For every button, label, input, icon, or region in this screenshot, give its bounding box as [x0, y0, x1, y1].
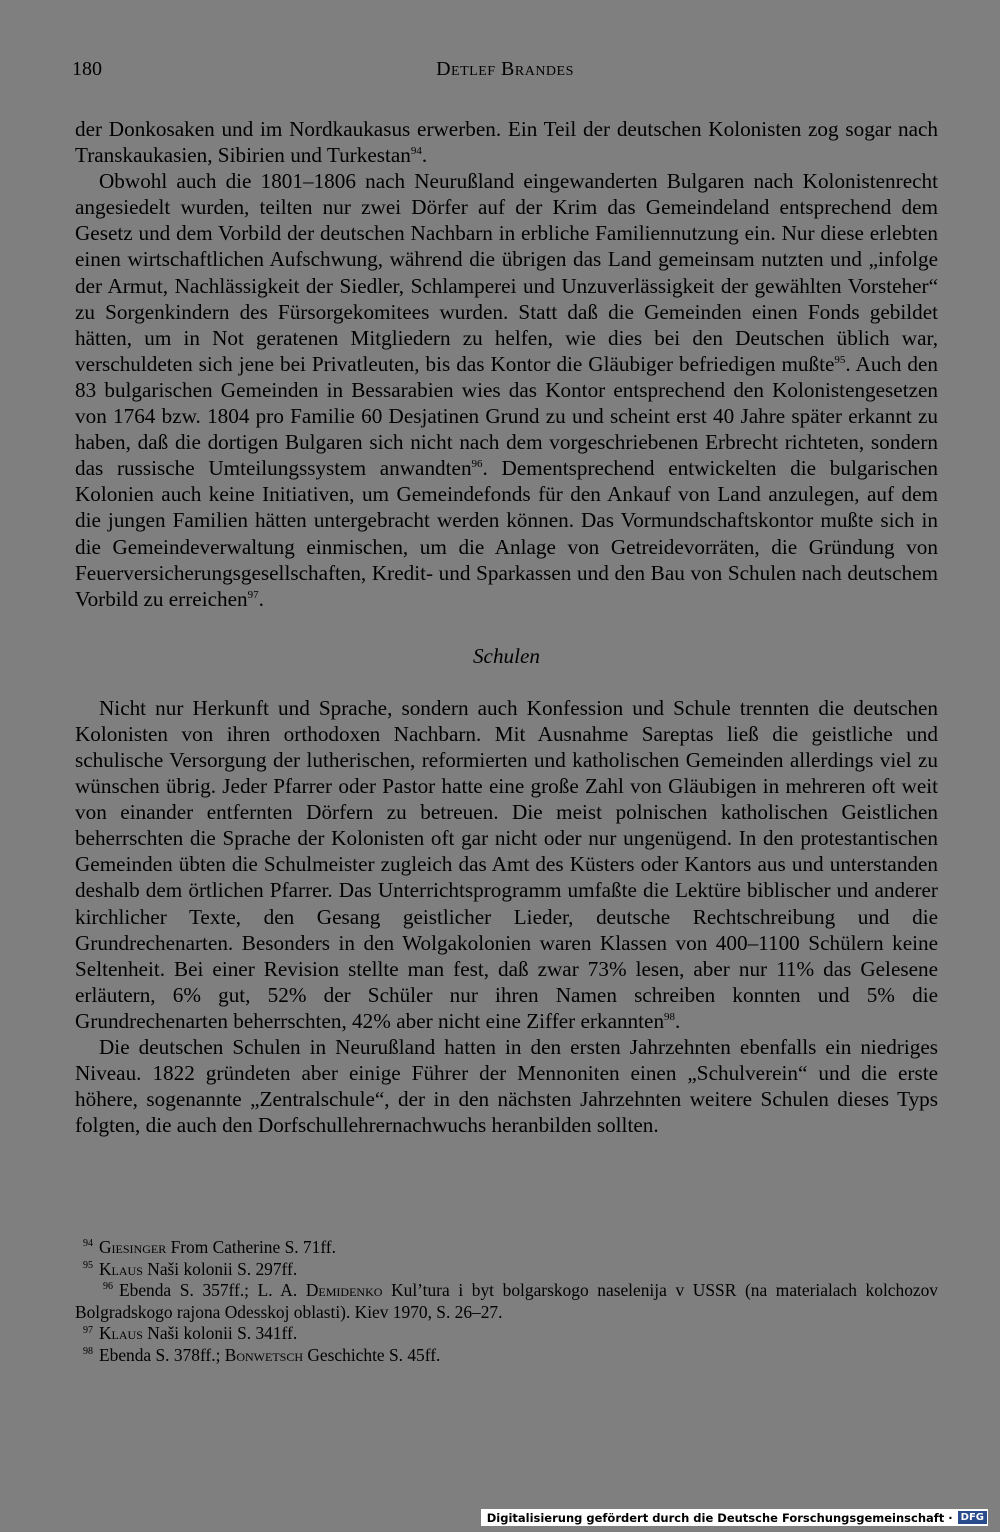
footnote-ref-98[interactable]: 98 — [664, 1010, 676, 1023]
footnote-94: $^{94}$ Giesinger From Catherine S. 71ff. — [83, 1237, 336, 1257]
footnote-97: $^{97}$ Klaus Naši kolonii S. 341ff. — [83, 1323, 298, 1344]
paragraph-1: der Donkosaken und im Nordkaukasus erwerben. Ein Teil der deutschen Kolonisten zog sogar nach Transkaukasien, Sibirien und Turkestan$^{94}$. — [75, 117, 938, 168]
footnote-96: $^{96}$ Ebenda S. 357ff.; L. A. Demidenko Kul’tura i byt bolgarskogo naselenija v USSR (na materialach kolchozov Bolgradskogo rajona Odesskoj oblasti). Kiev 1970, S. 26–27. — [75, 1280, 938, 1322]
section-heading: Schulen — [472, 643, 541, 668]
footnote-ref-97[interactable]: 97 — [247, 588, 259, 601]
credit-text: Digitalisierung gefördert durch die Deutsche Forschungsgemeinschaft · — [486, 1510, 953, 1525]
running-head: Detlef Brandes — [436, 58, 574, 80]
footnote-ref-94[interactable]: 94 — [410, 145, 422, 158]
paragraph-3: Nicht nur Herkunft und Sprache, sondern auch Konfession und Schule trennten die deutschen Kolonisten von ihren orthodoxen Nachbarn. Mit Ausnahme Sareptas ließ die geistliche und schulische Versorgung der lutherischen, reformierten und katholischen Gemeinden allerdings viel zu wünschen übrig. Jeder Pfarrer oder Pastor hatte eine große Zahl von Gläubigen in mehreren oft weit von einander entfernten Dörfern zu betreuen. Die meist polnischen katholischen Geistlichen beherrschten die Sprache der Kolonisten oft gar nicht oder nur ungenügend. In den protestantischen Gemeinden übten die Schulmeister zugleich das Amt des Küsters oder Kantors aus und unterstanden deshalb dem örtlichen Pfarrer. Das Unterrichtsprogramm umfaßte die Lektüre biblischer und anderer kirchlicher Texte, den Gesang geistlicher Lieder, deutsche Rechtschreibung und die Grundrechenarten. Besonders in den Wolgakolonien waren Klassen von 400–1100 Schülern keine Seltenheit. Bei einer Revision stellte man fest, daß zwar 73% lesen, aber nur 11% das Gelesene erläutern, 6% gut, 52% der Schüler nur ihren Namen schreiben konnten und 5% die Grundrechenarten beherrschten, 42% aber nicht eine Ziffer erkannten$^{98}$. — [75, 695, 938, 1033]
page-header — [72, 58, 938, 90]
digitization-credit — [481, 1509, 988, 1526]
footnote-ref-96[interactable]: 96 — [471, 458, 483, 471]
footnotes — [75, 1237, 938, 1367]
footnote-ref-95[interactable]: 95 — [834, 353, 846, 366]
body-text — [75, 116, 938, 1138]
paragraph-2: Obwohl auch die 1801–1806 nach Neurußland eingewanderten Bulgaren nach Kolonistenrecht angesiedelt wurden, teilten nur zwei Dörfer auf der Krim das Gemeindeland entsprechend dem Gesetz und dem Vorbild der deutschen Nachbarn in erbliche Familiennutzung ein. Nur diese erlebten einen wirtschaftlichen Aufschwung, während die übrigen das Land gemeinsam nutzten und „infolge der Armut, Nachlässigkeit der Siedler, Schlamperei und Unzuverlässigkeit der gewählten Vorsteher“ zu Sorgenkindern des Fürsorgekomitees wurden. Statt daß die Gemeinden einen Fonds gebildet hätten, um in Not geratenen Mitgliedern zu helfen, wie dies bei den Deutschen üblich war, verschuldeten sich jene bei Privatleuten, bis das Kontor die Gläubiger befriedigen mußte$^{95}$. Auch den 83 bulgarischen Gemeinden in Bessarabien wies das Kontor entsprechend den Kolonistengesetzen von 1764 bzw. 1804 pro Familie 60 Desjatinen Grund zu und scheint erst 40 Jahre später erkannt zu haben, daß die dortigen Bulgaren sich nicht nach dem vorgeschriebenen Erbrecht richteten, sondern das russische Umteilungssystem anwandten$^{96}$. Dementsprechend entwickelten die bulgarischen Kolonien auch keine Initiativen, um Gemeindefonds für den Ankauf von Land anzulegen, auf dem die jungen Familien hätten untergebracht werden können. Das Vormundschaftskontor mußte sich in die Gemeindeverwaltung einmischen, um die Anlage von Getreidevorräten, die Gründung von Feuerversicherungsgesellschaften, Kredit- und Sparkassen und den Bau von Schulen nach deutschem Vorbild zu erreichen$^{97}$. — [75, 169, 939, 611]
dfg-logo-icon: DFG — [958, 1511, 987, 1524]
paragraph-4: Die deutschen Schulen in Neurußland hatten in den ersten Jahrzehnten ebenfalls ein niedriges Niveau. 1822 gründeten aber einige Führer der Mennoniten einen „Schulverein“ und die erste höhere, sogenannte „Zentralschule“, der in den nächsten Jahrzehnten weitere Schulen dieses Typs folgten, die auch den Dorfschullehrernachwuchs heranbilden sollten. — [75, 1035, 938, 1138]
footnote-95: $^{95}$ Klaus Naši kolonii S. 297ff. — [83, 1258, 298, 1279]
page-number: 180 — [72, 58, 102, 80]
footnote-98: $^{98}$ Ebenda S. 378ff.; Bonwetsch Geschichte S. 45ff. — [83, 1344, 441, 1365]
